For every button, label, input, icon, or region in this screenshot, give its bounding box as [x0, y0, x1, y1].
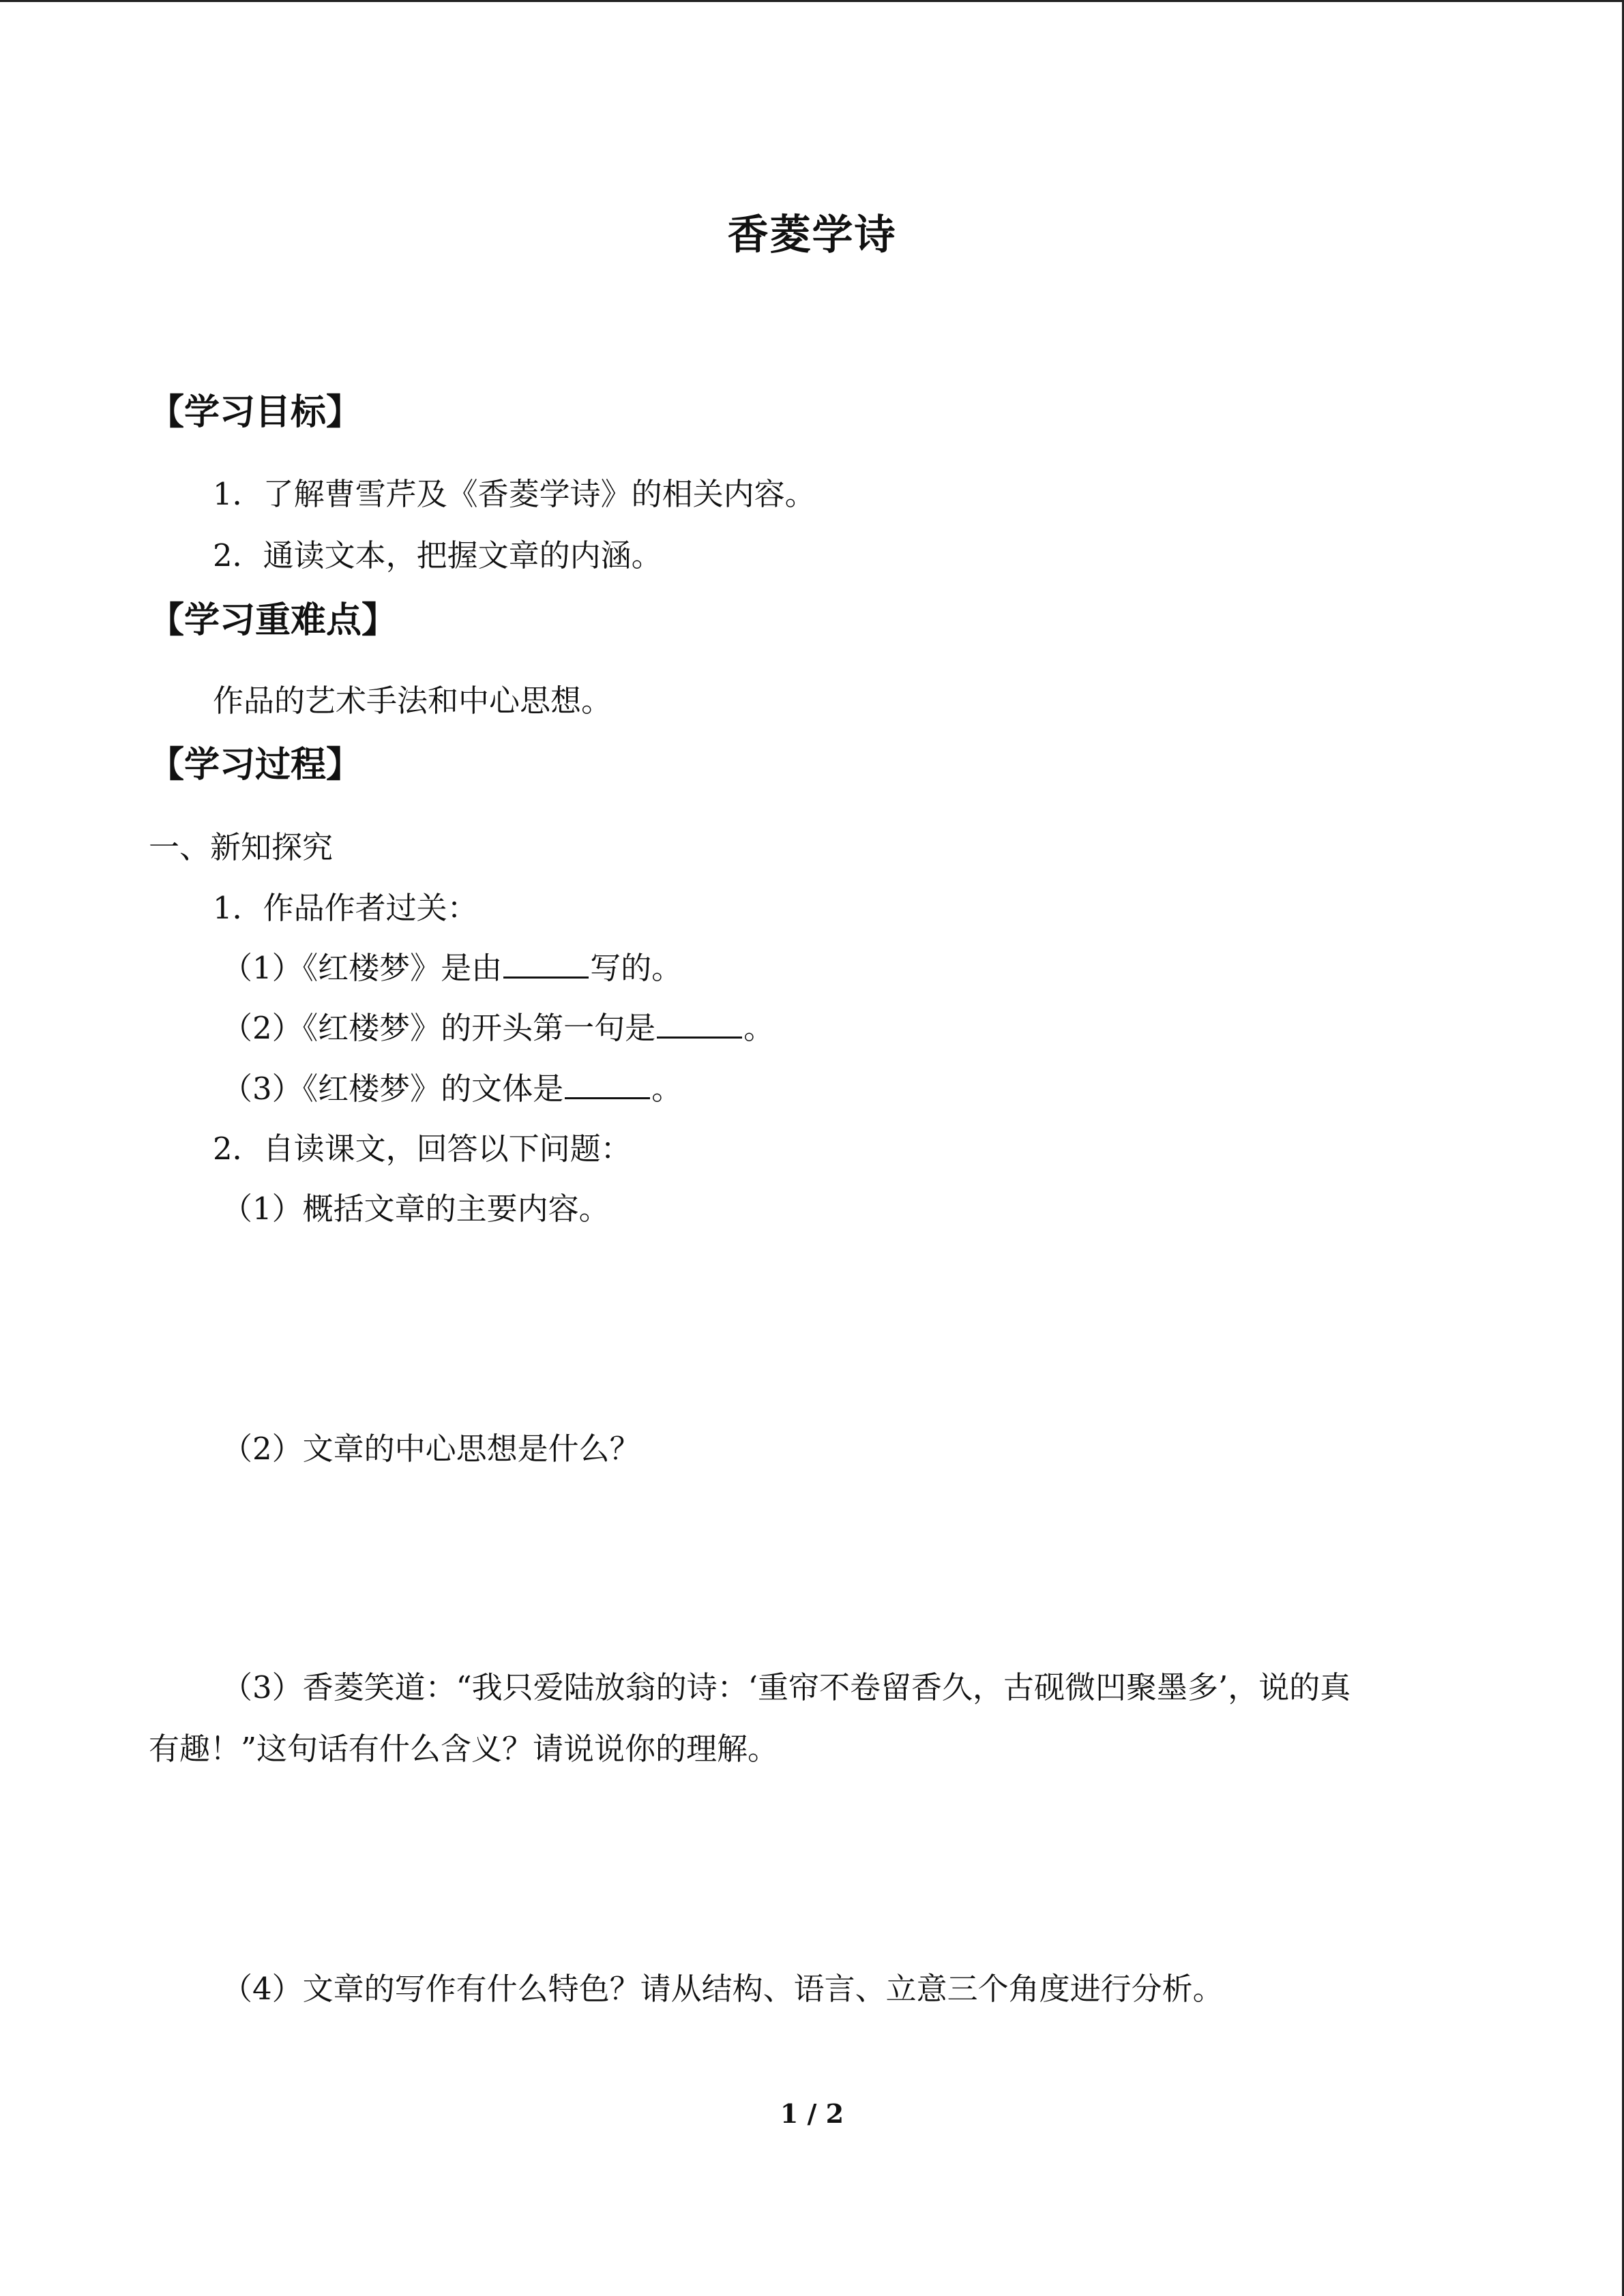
heading-process: 【学习过程】 — [149, 745, 362, 786]
fill-blank-3[interactable] — [565, 1070, 650, 1099]
fill-blank-1[interactable] — [503, 949, 589, 979]
q2-sub-2: （2）文章的中心思想是什么？ — [222, 1431, 640, 1467]
q1-answer-2 — [222, 1008, 774, 1049]
q1-a2-prefix: （2）《红楼梦》的开头第一句是 — [222, 1010, 656, 1046]
goal-item-2: 2．通读文本，把握文章的内涵。 — [213, 537, 662, 573]
q1-a3-prefix: （3）《红楼梦》的文体是 — [222, 1071, 564, 1107]
goal-item-1: 1．了解曹雪芹及《香菱学诗》的相关内容。 — [213, 476, 816, 512]
q1-label: 1．作品作者过关： — [213, 890, 478, 926]
heading-goals: 【学习目标】 — [149, 392, 362, 433]
q2-sub-3-line-1: （3）香菱笑道：“我只爱陆放翁的诗：‘重帘不卷留香久，古砚微凹聚墨多’，说的真 — [222, 1669, 1351, 1705]
key-points-text: 作品的艺术手法和中心思想。 — [213, 683, 612, 719]
page-border-top — [0, 0, 1624, 2]
q2-sub-3-line-2: 有趣！”这句话有什么含义？请说说你的理解。 — [149, 1731, 779, 1767]
q1-a1-suffix: 写的。 — [590, 950, 683, 986]
q2-sub-4: （4）文章的写作有什么特色？请从结构、语言、立意三个角度进行分析。 — [222, 1971, 1224, 2007]
heading-key-points: 【学习重难点】 — [149, 600, 398, 641]
page-number: 1 / 2 — [780, 2098, 844, 2129]
q2-label: 2．自读课文，回答以下问题： — [213, 1131, 632, 1167]
document-title: 香菱学诗 — [727, 211, 897, 259]
q1-a3-suffix: 。 — [651, 1071, 683, 1107]
q2-sub-1: （1）概括文章的主要内容。 — [222, 1191, 610, 1227]
fill-blank-2[interactable] — [657, 1009, 742, 1039]
q1-a1-prefix: （1）《红楼梦》是由 — [222, 950, 503, 986]
q1-a2-suffix: 。 — [743, 1010, 775, 1046]
q1-answer-3 — [222, 1069, 682, 1109]
q1-answer-1 — [222, 948, 682, 989]
part1-title: 一、新知探究 — [149, 829, 334, 865]
